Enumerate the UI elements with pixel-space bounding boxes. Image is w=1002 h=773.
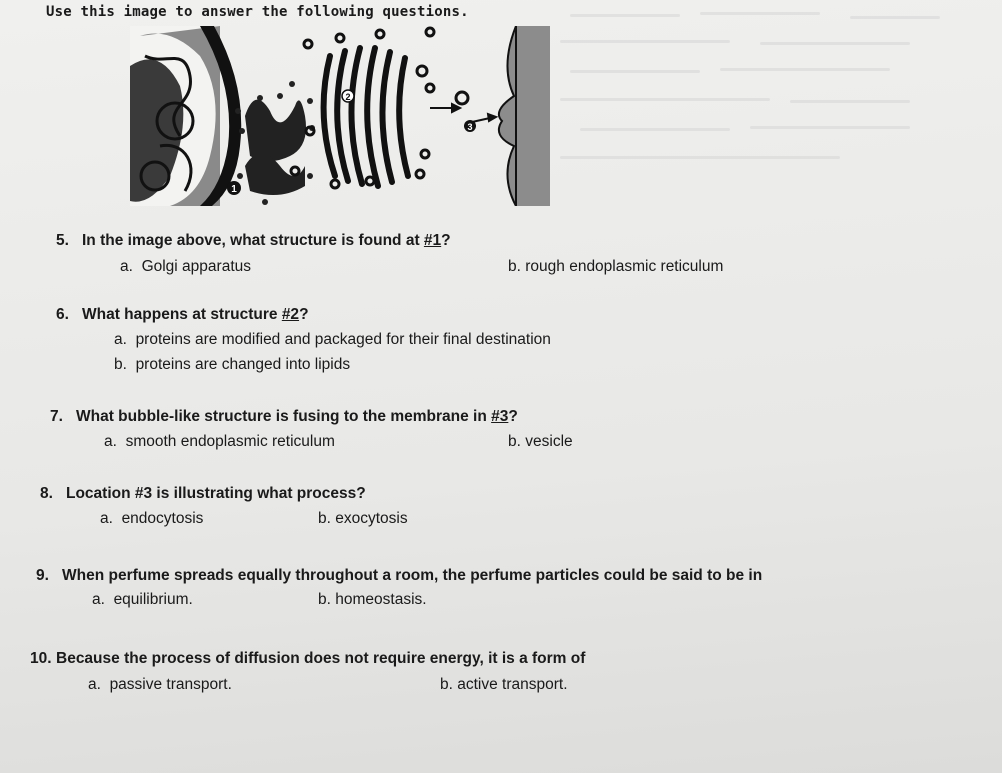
question-number: 8.	[40, 485, 53, 502]
question-9	[36, 567, 762, 585]
question-ref: #1	[423, 232, 442, 249]
question-5-option-a[interactable]	[120, 258, 251, 276]
option-letter: a.	[114, 331, 127, 348]
option-text: endocytosis	[121, 510, 204, 527]
option-text: homeostasis.	[335, 591, 427, 608]
option-letter: a.	[92, 591, 105, 608]
question-6-option-a[interactable]	[114, 331, 551, 349]
option-text: vesicle	[525, 433, 573, 450]
option-letter: a.	[100, 510, 113, 527]
transport-arrows	[430, 104, 496, 122]
option-text: exocytosis	[335, 510, 408, 527]
option-letter: b.	[508, 433, 521, 450]
option-text: proteins are changed into lipids	[135, 356, 351, 373]
question-number: 5.	[56, 232, 69, 249]
question-text: Location #3 is illustrating what process?	[66, 485, 366, 502]
question-10-option-a[interactable]	[88, 676, 232, 694]
option-letter: b.	[318, 510, 331, 527]
question-6	[56, 306, 309, 324]
label-1-marker	[227, 181, 241, 195]
question-ref: #3	[491, 408, 509, 425]
question-text: What bubble-like structure is fusing to the membrane in	[76, 408, 492, 425]
question-end: ?	[299, 306, 309, 323]
option-text: Golgi apparatus	[141, 258, 251, 275]
question-9-option-b[interactable]	[318, 591, 427, 609]
question-number: 7.	[50, 408, 63, 425]
plasma-membrane	[516, 26, 550, 206]
question-10-option-b[interactable]	[440, 676, 568, 694]
question-7	[50, 408, 518, 426]
question-7-option-b[interactable]	[508, 433, 573, 451]
question-7-option-a[interactable]	[104, 433, 335, 451]
instruction-text: Use this image to answer the following questions.	[46, 4, 469, 20]
option-text: smooth endoplasmic reticulum	[125, 433, 335, 450]
option-letter: a.	[104, 433, 117, 450]
rough-er-illustration	[235, 81, 315, 205]
label-3: 3	[467, 122, 473, 132]
label-1: 1	[231, 184, 237, 195]
question-text: In the image above, what structure is found at	[82, 232, 424, 249]
question-ref: #2	[281, 306, 300, 323]
label-2: 2	[345, 92, 351, 102]
golgi-illustration	[324, 48, 408, 186]
question-8-option-a[interactable]	[100, 510, 203, 528]
option-letter: a.	[88, 676, 101, 693]
option-text: equilibrium.	[113, 591, 193, 608]
question-10	[30, 650, 585, 668]
question-8-option-b[interactable]	[318, 510, 408, 528]
question-text: When perfume spreads equally throughout a room, the perfume particles could be said to be in	[62, 567, 763, 584]
question-end: ?	[441, 232, 451, 249]
question-number: 6.	[56, 306, 69, 323]
question-5-option-b[interactable]	[508, 258, 723, 276]
question-text: What happens at structure	[82, 306, 282, 323]
option-text: active transport.	[457, 676, 568, 693]
option-text: proteins are modified and packaged for their final destination	[135, 331, 551, 348]
option-letter: b.	[114, 356, 127, 373]
option-letter: a.	[120, 258, 133, 275]
cell-diagram	[130, 26, 550, 206]
option-text: rough endoplasmic reticulum	[525, 258, 724, 275]
question-5	[56, 232, 451, 250]
option-letter: b.	[508, 258, 521, 275]
bleed-through-text	[560, 0, 990, 180]
label-3-marker	[464, 120, 476, 132]
question-8	[40, 485, 366, 503]
question-text: Because the process of diffusion does not require energy, it is a form of	[56, 650, 586, 667]
option-text: passive transport.	[109, 676, 232, 693]
option-letter: b.	[440, 676, 453, 693]
question-9-option-a[interactable]	[92, 591, 193, 609]
question-end: ?	[508, 408, 518, 425]
option-letter: b.	[318, 591, 331, 608]
question-6-option-b[interactable]	[114, 356, 350, 374]
question-number: 9.	[36, 567, 49, 584]
question-number: 10.	[30, 650, 52, 667]
label-2-marker	[342, 90, 354, 102]
